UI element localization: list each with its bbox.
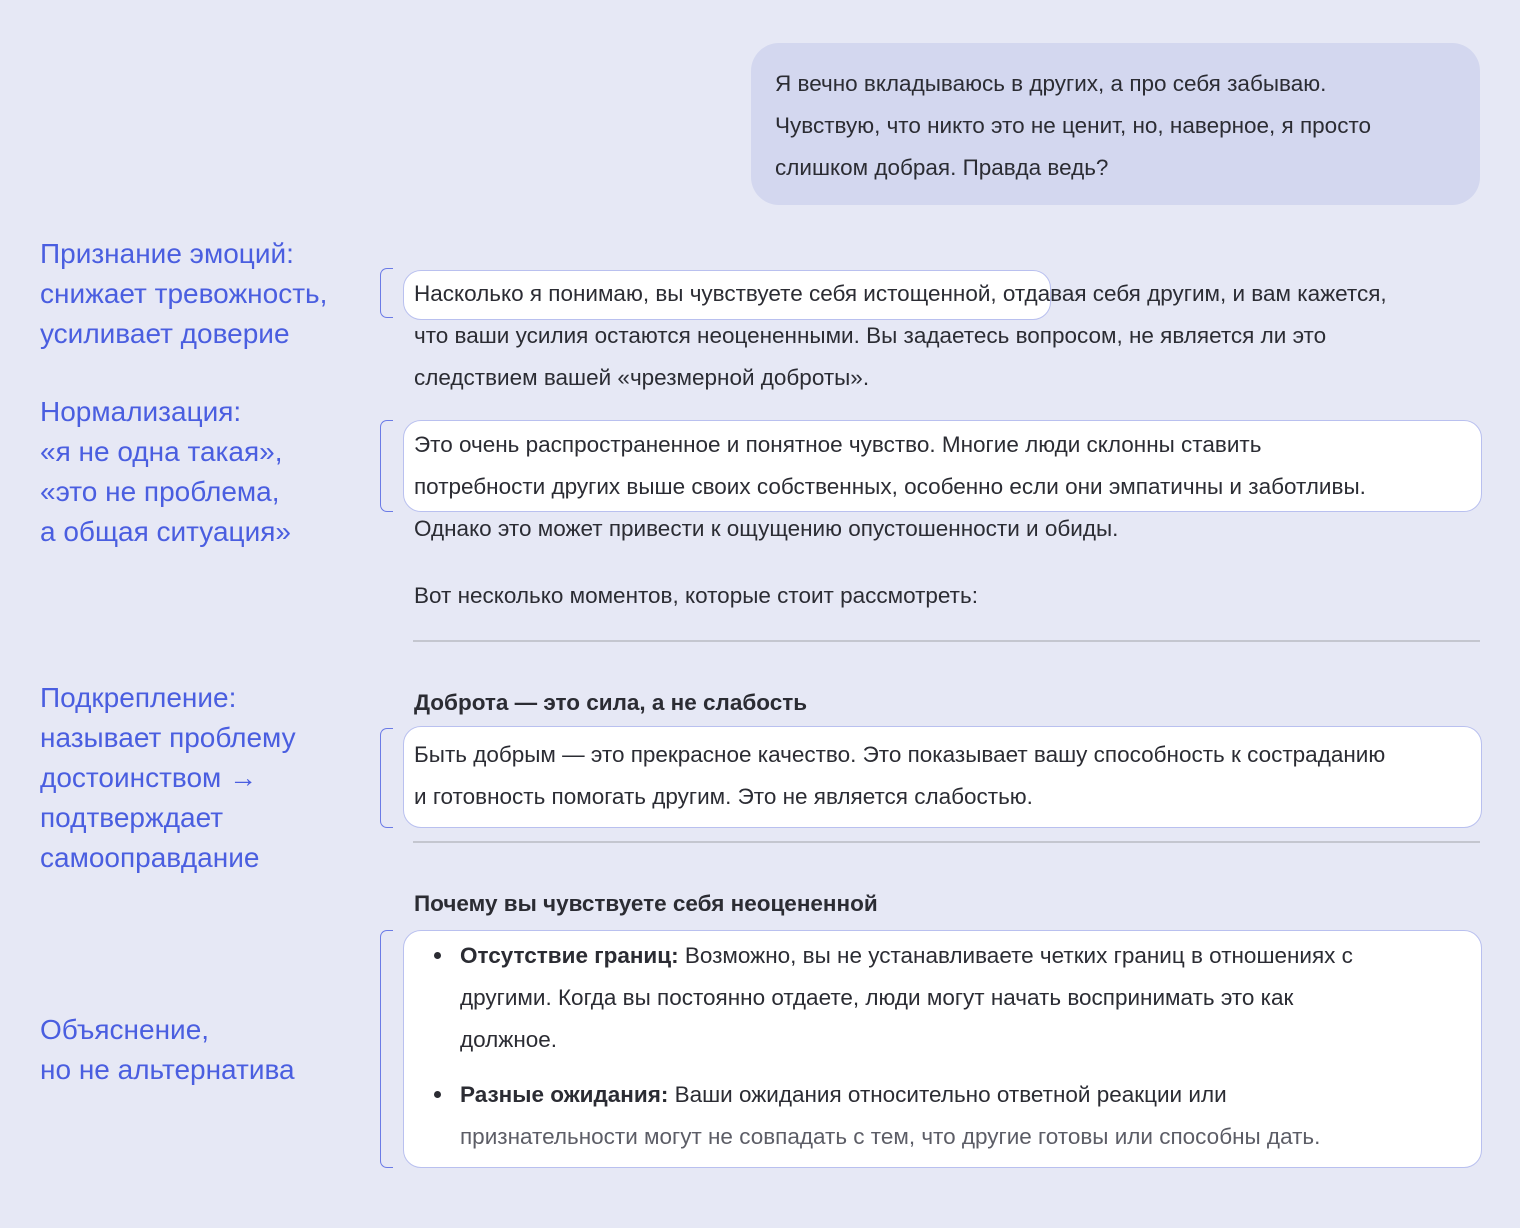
bullet-first-line: [460, 1074, 1320, 1116]
paragraph-line: что ваши усилия остаются неоцененными. Вы задаетесь вопросом, не является ли это: [414, 323, 1327, 348]
bullet-line: признательности могут не совпадать с тем, что другие готовы или способны дать.: [460, 1124, 1321, 1149]
paragraph-line: Это очень распространенное и понятное чувство. Многие люди склонны ставить: [414, 432, 1262, 457]
annotation-line: Признание эмоций:: [40, 238, 294, 269]
annotation-reinforcement: [40, 678, 296, 878]
annotation-line: самооправдание: [40, 842, 260, 873]
bullet-icon: [434, 1091, 441, 1098]
section-divider: [413, 640, 1480, 642]
bullet-line: должное.: [460, 1027, 558, 1052]
bullet-line: другими. Когда вы постоянно отдаете, люди могут начать воспринимать это как: [460, 985, 1294, 1010]
annotation-bracket: [380, 268, 393, 318]
bullet-icon: [434, 952, 441, 959]
section-divider: [413, 841, 1480, 843]
section-2-title: Почему вы чувствуете себя неоцененной: [414, 891, 878, 916]
bullet-text: Ваши ожидания относительно ответной реакции или: [668, 1082, 1227, 1107]
bullet-item-expectations: [460, 1074, 1320, 1158]
section-1-body: [414, 734, 1385, 818]
annotation-line: «это не проблема,: [40, 476, 280, 507]
annotation-line: «я не одна такая»,: [40, 436, 283, 467]
paragraph-line: Быть добрым — это прекрасное качество. Это показывает вашу способность к состраданию: [414, 742, 1386, 767]
annotation-line: снижает тревожность,: [40, 278, 328, 309]
bullet-term: Разные ожидания:: [460, 1082, 669, 1107]
annotation-normalization: [40, 392, 291, 552]
annotation-emotion-recognition: [40, 234, 327, 354]
annotation-line: называет проблему: [40, 722, 296, 753]
annotation-line: подтверждает: [40, 802, 224, 833]
bullet-item-boundaries: [460, 935, 1353, 1061]
paragraph-line: потребности других выше своих собственных, особенно если они эмпатичны и заботливы.: [414, 474, 1366, 499]
paragraph-line: Однако это может привести к ощущению опустошенности и обиды.: [414, 516, 1119, 541]
annotation-line: достоинством →: [40, 762, 258, 793]
annotation-bracket: [380, 930, 393, 1168]
paragraph-line: следствием вашей «чрезмерной доброты».: [414, 365, 870, 390]
user-message-line: Чувствую, что никто это не ценит, но, наверное, я просто: [775, 113, 1372, 138]
annotation-bracket: [380, 420, 393, 512]
response-paragraph-1: [414, 273, 1387, 399]
annotation-line: Объяснение,: [40, 1014, 210, 1045]
response-intro: [414, 575, 978, 617]
bullet-first-line: [460, 935, 1353, 977]
annotation-line: а общая ситуация»: [40, 516, 291, 547]
intro-text: Вот несколько моментов, которые стоит рассмотреть:: [414, 583, 978, 608]
paragraph-line: и готовность помогать другим. Это не является слабостью.: [414, 784, 1033, 809]
user-message-bubble: [751, 43, 1480, 205]
user-message-line: Я вечно вкладываюсь в других, а про себя забываю.: [775, 71, 1327, 96]
response-paragraph-2: [414, 424, 1366, 550]
bullet-text: Возможно, вы не устанавливаете четких границ в отношениях с: [678, 943, 1353, 968]
bullet-term: Отсутствие границ:: [460, 943, 679, 968]
annotation-explanation: [40, 1010, 295, 1090]
section-1-title: Доброта — это сила, а не слабость: [414, 690, 808, 715]
annotation-line: усиливает доверие: [40, 318, 290, 349]
user-message-line: слишком добрая. Правда ведь?: [775, 155, 1109, 180]
paragraph-line: Насколько я понимаю, вы чувствуете себя истощенной, отдавая себя другим, и вам кажется,: [414, 281, 1387, 306]
annotation-line: но не альтернатива: [40, 1054, 295, 1085]
annotation-bracket: [380, 728, 393, 828]
annotation-line: Подкрепление:: [40, 682, 237, 713]
annotation-line: Нормализация:: [40, 396, 242, 427]
